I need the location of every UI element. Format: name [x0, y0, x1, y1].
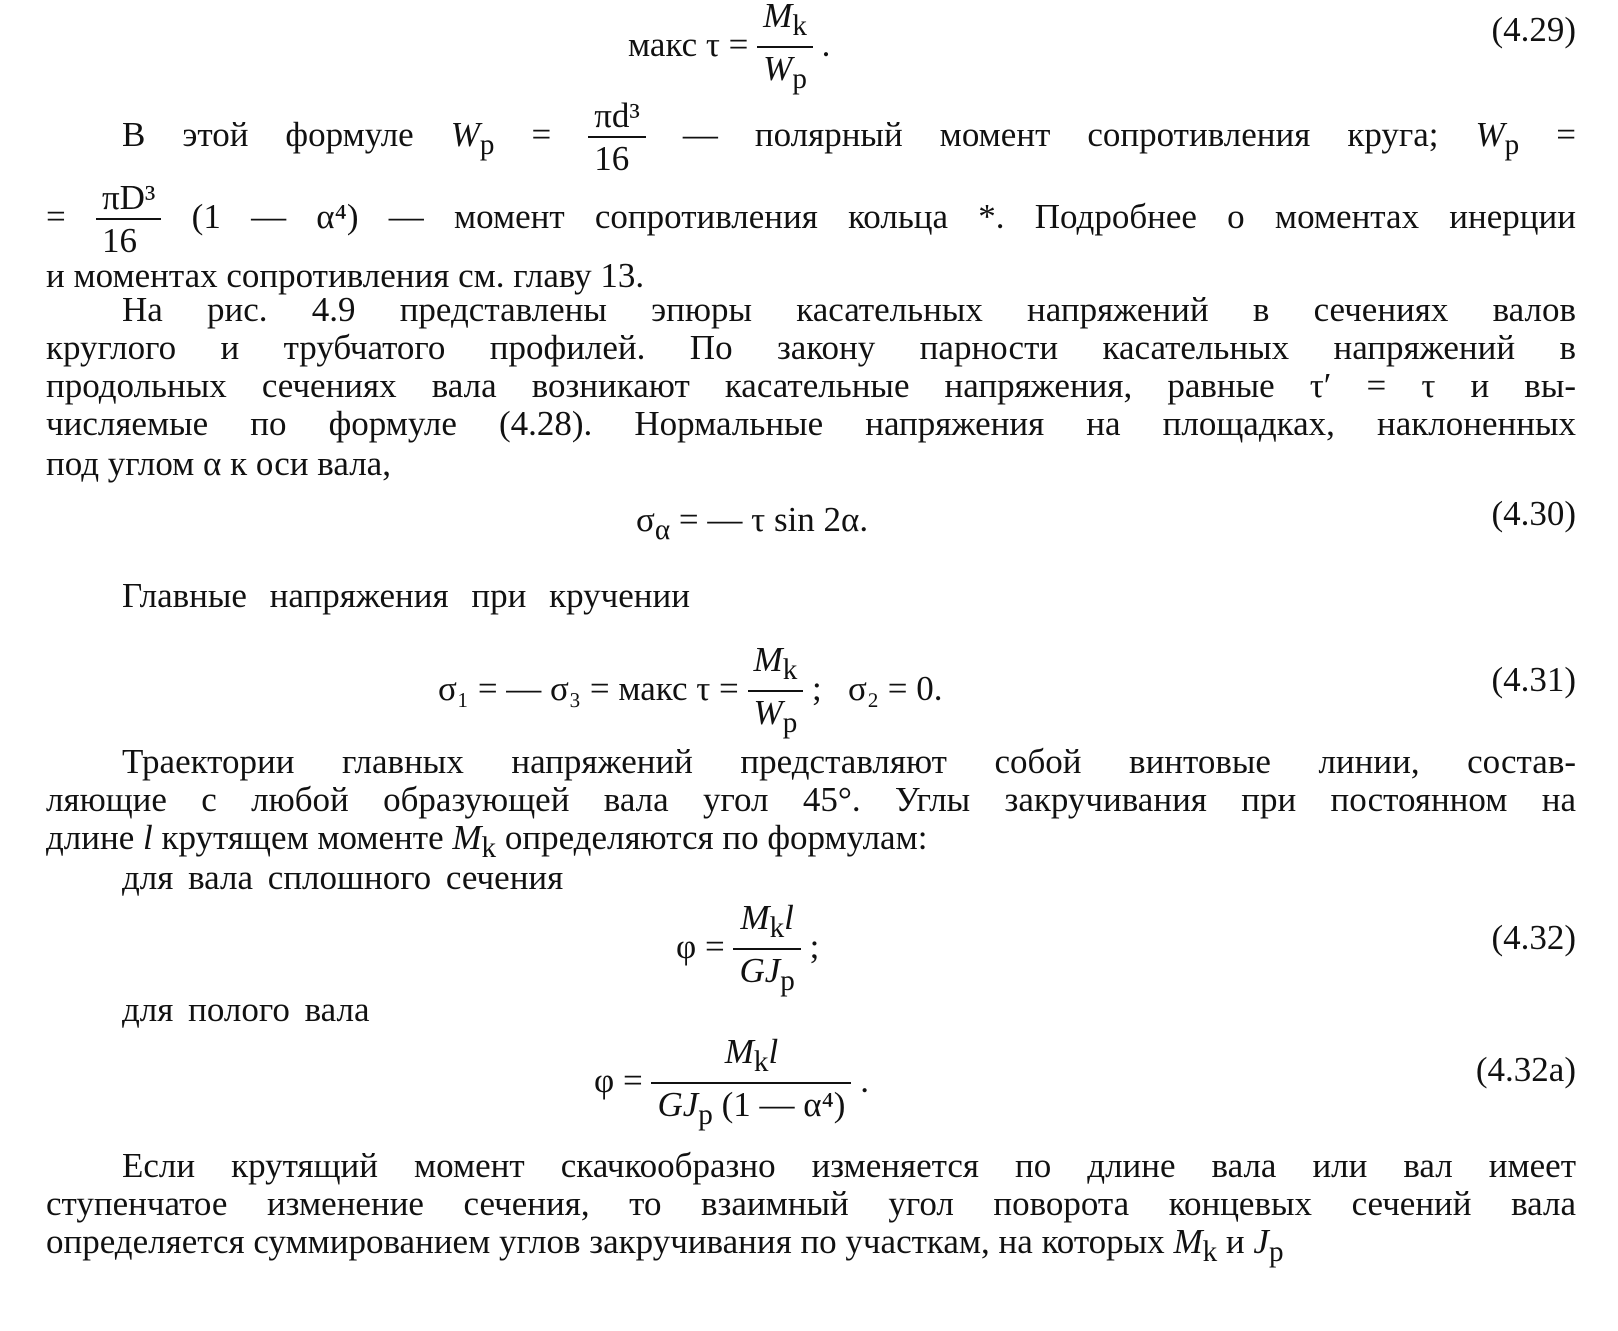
paragraph-line: Главные напряжения при кручении [122, 576, 690, 615]
paragraph-line: Если крутящий момент скачкообразно изменяется по длине вала или вал имеет [122, 1146, 1576, 1185]
equation-number: (4.30) [1491, 494, 1576, 533]
fraction: $\frac{\text{πd³}}{16}$ [588, 96, 646, 180]
paragraph-line: под углом α к оси вала, [46, 444, 391, 483]
equation-number: (4.32a) [1475, 1050, 1576, 1089]
equation-4-31: σ₁ = — σ₃ = макс τ = $\frac{M_k}{W_p}$ ; σ₂ = 0. [438, 640, 943, 744]
paragraph-line: = $\frac{\text{πD³}}{16}$ (1 — α⁴) — момент сопротивления кольца *. Подробнее о моментах инерции [46, 178, 1576, 260]
paragraph-line: длине l крутящем моменте $M_k$ определяются по формулам: [46, 818, 928, 864]
fraction: $\frac{M_k}{W_p}$ [748, 640, 804, 744]
fraction: $\frac{\text{πD³}}{16}$ [96, 178, 161, 262]
paragraph-line: для вала сплошного сечения [122, 858, 564, 897]
equation-4-30: $\sigma_\alpha$ = — τ sin 2α. [636, 500, 869, 546]
equation-number: (4.32) [1491, 918, 1576, 957]
paragraph-line: Траектории главных напряжений представляют собой винтовые линии, состав- [122, 742, 1576, 781]
paragraph-line: На рис. 4.9 представлены эпюры касательных напряжений в сечениях валов [122, 290, 1576, 329]
paragraph-line: ляющие с любой образующей вала угол 45°. Углы закручивания при постоянном на [46, 780, 1576, 819]
fraction: $\frac{M_kl}{GJ_p}$ [733, 898, 800, 1002]
paragraph-line: для полого вала [122, 990, 370, 1029]
fraction: $\frac{M_kl}{GJ_p (1 — \alpha^4)}$ [651, 1032, 851, 1136]
paragraph-line: круглого и трубчатого профилей. По закону парности касательных напряжений в [46, 328, 1576, 367]
equation-lhs: макс τ = [628, 25, 749, 65]
paragraph-line: продольных сечениях вала возникают касательные напряжения, равные τ′ = τ и вы- [46, 366, 1576, 405]
paragraph-line: и моментах сопротивления см. главу 13. [46, 256, 645, 295]
paragraph-line: ступенчатое изменение сечения, то взаимный угол поворота концевых сечений вала [46, 1184, 1576, 1223]
equation-4-32a: φ = $\frac{M_kl}{GJ_p (1 — \alpha^4)}$ . [594, 1032, 869, 1136]
equation-4-29: макс τ = $\frac{M_k}{W_p}$ . [628, 0, 830, 100]
paragraph-line: числяемые по формуле (4.28). Нормальные напряжения на площадках, наклоненных [46, 404, 1576, 443]
fraction: $\frac{M_k}{W_p}$ [757, 0, 813, 100]
equation-number: (4.29) [1491, 10, 1576, 49]
equation-4-32: φ = $\frac{M_kl}{GJ_p}$ ; [676, 898, 819, 1002]
paragraph-line: определяется суммированием углов закручивания по участкам, на которых $M_k$ и $J_p$ [46, 1222, 1284, 1268]
paragraph-line: В этой формуле $W_p$ = $\frac{\text{πd³}}{16}$ — полярный момент сопротивления круга; $W_p$ = [122, 96, 1576, 178]
equation-number: (4.31) [1491, 660, 1576, 699]
